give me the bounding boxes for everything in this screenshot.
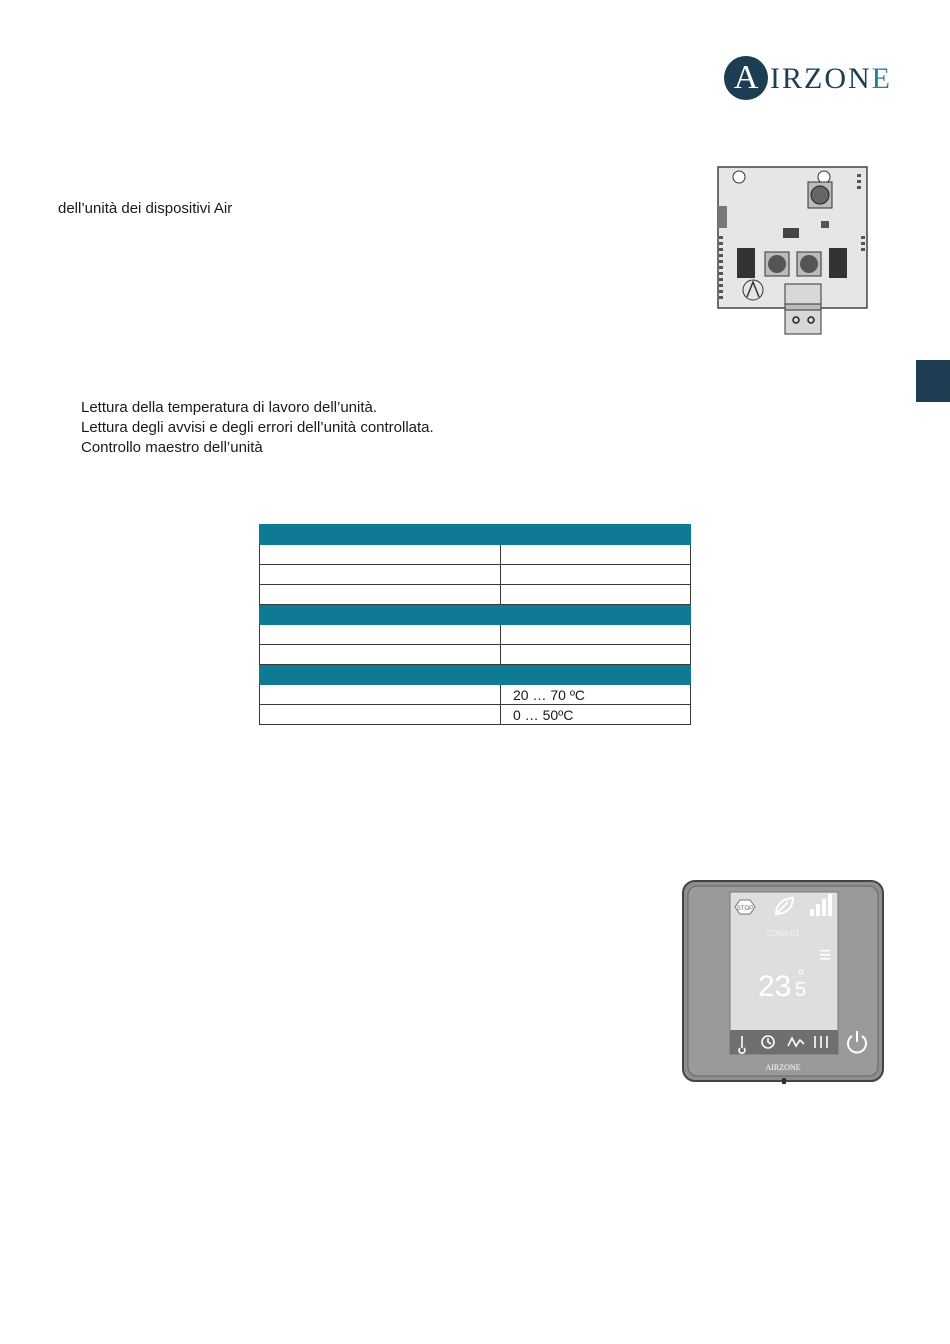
stop-label: STOP	[736, 906, 754, 912]
temp-range-working: 20 … 70 ºC	[501, 685, 691, 705]
thermostat-brand: AIRZONE	[765, 1063, 801, 1072]
table-section-header	[260, 605, 691, 625]
feature-item: Lettura degli avvisi e degli errori dell’unità controllata.	[81, 419, 434, 436]
thermostat-image	[682, 880, 884, 1084]
table-section-header	[260, 525, 691, 545]
table-row	[260, 685, 691, 705]
feature-list	[81, 398, 434, 458]
table-row	[260, 625, 691, 645]
table-section-header	[260, 665, 691, 685]
feature-item: Lettura della temperatura di lavoro dell’unità.	[81, 399, 378, 416]
table-row	[260, 705, 691, 725]
logo-word-tail: E	[871, 62, 892, 95]
table-row	[260, 585, 691, 605]
logo-emblem: A	[724, 56, 768, 100]
temperature-value: 23	[758, 970, 792, 1003]
table-row	[260, 645, 691, 665]
logo-word-main: IRZON	[770, 62, 872, 95]
gateway-board-image	[717, 166, 869, 336]
logo-wordmark	[770, 64, 892, 94]
section-tab	[916, 360, 950, 402]
zone-label: ZONA 01	[766, 929, 800, 938]
spec-table	[259, 524, 691, 725]
intro-text: dell’unità dei dispositivi Air	[58, 200, 233, 217]
fan-speed-icon	[820, 950, 830, 960]
table-row	[260, 545, 691, 565]
temp-range-ambient: 0 … 50ºC	[501, 705, 691, 725]
temperature-decimal: 5	[795, 979, 807, 1001]
table-row	[260, 565, 691, 585]
airzone-logo	[724, 56, 894, 104]
feature-item: Controllo maestro dell’unità	[81, 439, 263, 456]
